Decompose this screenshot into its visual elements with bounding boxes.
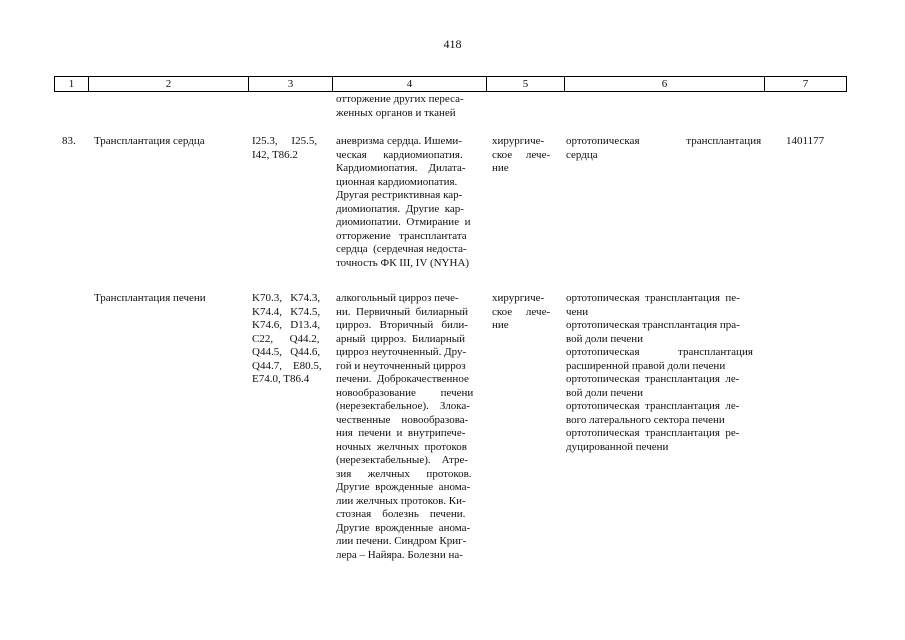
text-line: ни. Первичный билиарный bbox=[336, 305, 469, 318]
text-line: сердца bbox=[566, 148, 598, 161]
text-line: ортотопическая трансплантация пра- bbox=[566, 319, 740, 331]
text-line: C22, Q44.2, bbox=[252, 332, 320, 345]
text-line: аневризма сердца. Ишеми- bbox=[336, 135, 462, 147]
text-line: печени. Доброкачественное bbox=[336, 373, 469, 385]
continuation-diagnosis bbox=[336, 93, 480, 120]
treatment-type bbox=[492, 135, 554, 176]
text-line: чени bbox=[566, 305, 589, 318]
text-line: ческая кардиомиопатия. bbox=[336, 148, 463, 161]
text-line: K74.6, D13.4, bbox=[252, 319, 321, 331]
procedure-name: Трансплантация печени bbox=[94, 292, 206, 304]
text-line: лии печени. Синдром Криг- bbox=[336, 535, 467, 547]
text-line: сердца (сердечная недоста- bbox=[336, 243, 467, 255]
procedure-name: Трансплантация сердца bbox=[94, 135, 205, 147]
text-line: Кардиомиопатия. Дилата- bbox=[336, 162, 466, 174]
text-line: Другие врожденные анома- bbox=[336, 481, 471, 493]
text-line: Другие врожденные анома- bbox=[336, 521, 471, 534]
text-line: Q44.7, E80.5, bbox=[252, 359, 322, 372]
diagnosis-text bbox=[336, 135, 480, 270]
text-line: ние bbox=[492, 162, 509, 174]
text-line: вого латерального сектора печени bbox=[566, 413, 725, 426]
text-line: цирроз. Вторичный били- bbox=[336, 319, 468, 331]
text-line: хирургиче- bbox=[492, 135, 545, 147]
text-line: K70.3, K74.3, bbox=[252, 292, 321, 304]
text-line: дуцированной печени bbox=[566, 440, 669, 453]
text-line: вой доли печени bbox=[566, 386, 644, 399]
text-line: лии желчных протоков. Ки- bbox=[336, 494, 466, 507]
text-line: вой доли печени bbox=[566, 332, 644, 345]
table-header bbox=[54, 76, 847, 92]
text-line: гой и неуточненный цирроз bbox=[336, 359, 466, 372]
treatment-type bbox=[492, 292, 554, 333]
text-line: хирургиче- bbox=[492, 292, 545, 304]
header-col-2: 2 bbox=[88, 77, 248, 91]
text-line: ночных желчных протоков bbox=[336, 440, 467, 453]
text-line: I42, T86.2 bbox=[252, 148, 298, 161]
header-col-5: 5 bbox=[486, 77, 564, 91]
text-line: E74.0, T86.4 bbox=[252, 373, 310, 385]
text-line: стозная болезнь печени. bbox=[336, 508, 466, 520]
text-line: арный цирроз. Билиарный bbox=[336, 332, 466, 345]
text-line: ортотопическая трансплантация пе- bbox=[566, 292, 740, 304]
header-col-3: 3 bbox=[248, 77, 332, 91]
method-text bbox=[566, 135, 762, 162]
text-line: расширенной правой доли печени bbox=[566, 359, 726, 372]
text-line: диомиопатия. Другие кар- bbox=[336, 202, 464, 215]
text-line: (нерезектабельное). Злока- bbox=[336, 400, 470, 412]
text-line: новообразование печени bbox=[336, 386, 474, 399]
text-line: ское лече- bbox=[492, 305, 551, 318]
text-line: K74.4, K74.5, bbox=[252, 305, 321, 318]
icd-codes bbox=[252, 135, 324, 162]
text-line: I25.3, I25.5, bbox=[252, 135, 318, 147]
text-line: диомиопатии. Отмирание и bbox=[336, 216, 471, 228]
text-line: ортотопическая трансплантация bbox=[566, 135, 762, 147]
text-line: Другая рестриктивная кар- bbox=[336, 189, 463, 201]
text-line: отторжение трансплантата bbox=[336, 229, 467, 242]
text-line: ское лече- bbox=[492, 148, 551, 161]
page-number: 418 bbox=[443, 37, 462, 51]
text-line: ортотопическая трансплантация ре- bbox=[566, 427, 740, 439]
text-line: ортотопическая трансплантация ле- bbox=[566, 400, 740, 412]
header-col-1: 1 bbox=[54, 77, 88, 91]
text-line: (нерезектабельные). Атре- bbox=[336, 454, 468, 466]
cost-value: 1401177 bbox=[786, 135, 825, 147]
text-line: лера – Найяра. Болезни на- bbox=[336, 548, 463, 561]
text-line: зия желчных протоков. bbox=[336, 467, 472, 480]
text-line: ортотопическая трансплантация ле- bbox=[566, 373, 740, 385]
text-line: чественные новообразова- bbox=[336, 413, 469, 426]
text-line: цирроз неуточненный. Дру- bbox=[336, 346, 467, 358]
method-text bbox=[566, 292, 758, 454]
text-line: ортотопическая трансплантация bbox=[566, 346, 753, 358]
text-line: отторжение других переса- bbox=[336, 93, 464, 105]
diagnosis-text bbox=[336, 292, 480, 562]
text-line: Q44.5, Q44.6, bbox=[252, 346, 321, 358]
text-line: женных органов и тканей bbox=[336, 106, 456, 119]
header-col-4: 4 bbox=[332, 77, 486, 91]
header-col-7: 7 bbox=[764, 77, 847, 91]
header-col-6: 6 bbox=[564, 77, 764, 91]
icd-codes bbox=[252, 292, 324, 387]
text-line: точность ФК III, IV (NYHA) bbox=[336, 256, 470, 269]
row-number: 83. bbox=[62, 135, 76, 147]
text-line: ние bbox=[492, 319, 509, 331]
text-line: ния печени и внутрипече- bbox=[336, 427, 466, 439]
text-line: алкогольный цирроз пече- bbox=[336, 292, 459, 304]
text-line: ционная кардиомиопатия. bbox=[336, 175, 458, 188]
